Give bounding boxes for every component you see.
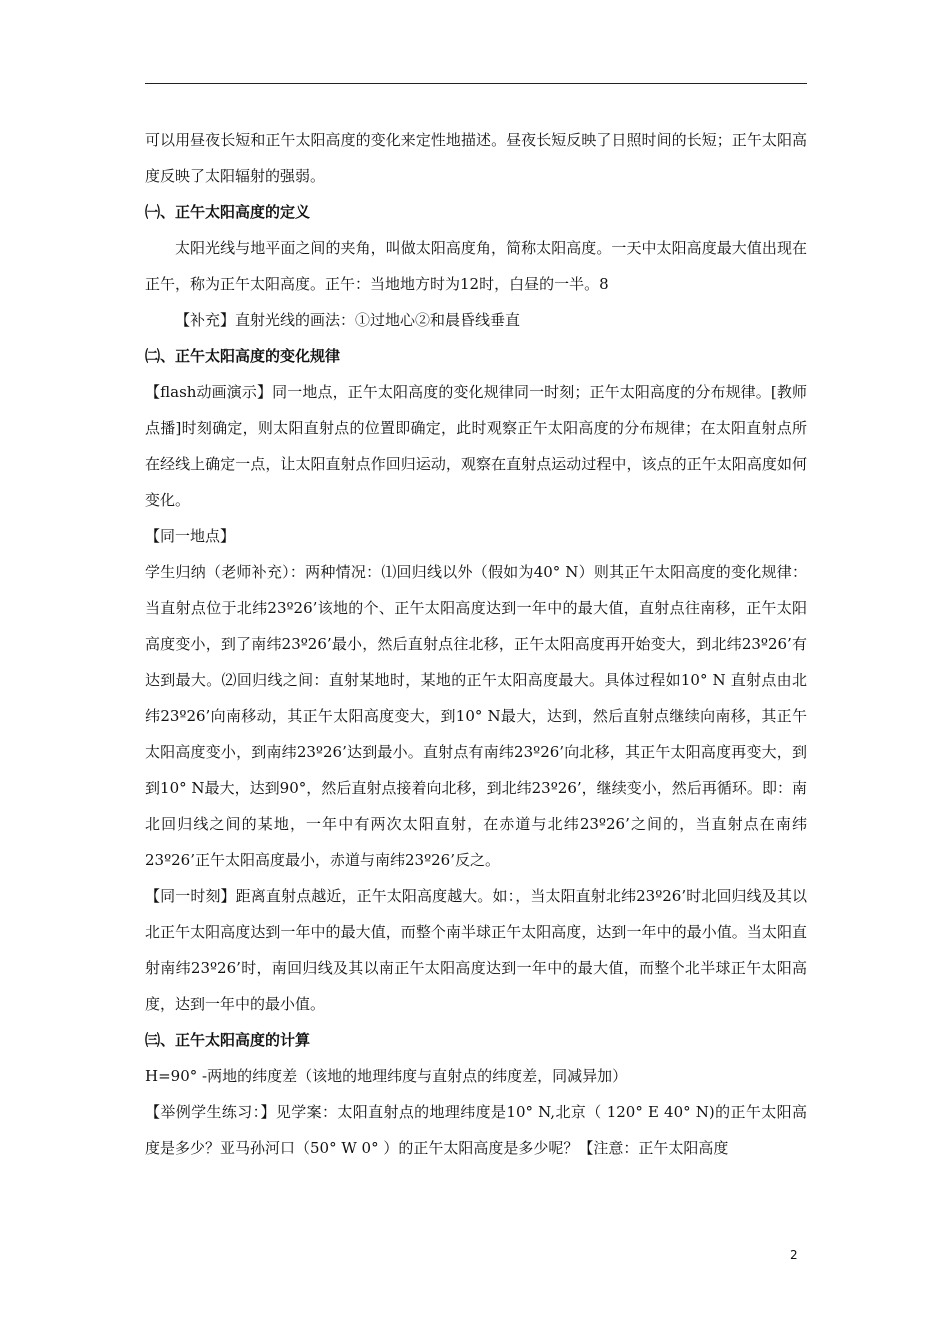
page-number: 2: [790, 1248, 798, 1262]
paragraph: 学生归纳（老师补充）：两种情况：⑴回归线以外（假如为40° N）则其正午太阳高度的变化规律：当直射点位于北纬23º26’该地的个、正午太阳高度达到一年中的最大值，直射点往南移，正午太阳高度变小，到了南纬23º26’最小，然后直射点往北移，正午太阳高度再开始变大，到北纬23º26’有达到最大。⑵回归线之间：直射某地时，某地的正午太阳高度最大。具体过程如10° N 直射点由北纬23º26’向南移动，其正午太阳高度变大，到10° N最大，达到，然后直射点继续向南移，其正午太阳高度变小，到南纬23º26’达到最小。直射点有南纬23º26’向北移，其正午太阳高度再变大，到到10° N最大，达到90°，然后直射点接着向北移，到北纬23º26’，继续变小，然后再循环。即：南北回归线之间的某地，一年中有两次太阳直射，在赤道与北纬23º26’之间的，当直射点在南纬23º26’正午太阳高度最小，赤道与南纬23º26’反之。: [145, 563, 807, 869]
supplement-note: 【补充】直射光线的画法：①过地心②和晨昏线垂直: [175, 311, 521, 329]
document-body: [145, 122, 807, 1166]
paragraph: 可以用昼夜长短和正午太阳高度的变化来定性地描述。昼夜长短反映了日照时间的长短；正午太阳高度反映了太阳辐射的强弱。: [145, 131, 807, 185]
section-heading-variation: ㈡、正午太阳高度的变化规律: [145, 347, 341, 365]
paragraph: 【举例学生练习：】见学案：太阳直射点的地理纬度是10° N,北京（ 120° E 40° N)的正午太阳高度是多少？亚马孙河口（50° W 0° ）的正午太阳高度是多少呢？【注意：正午太阳高度: [145, 1103, 807, 1157]
paragraph: 太阳光线与地平面之间的夹角，叫做太阳高度角，简称太阳高度。一天中太阳高度最大值出现在正午，称为正午太阳高度。正午：当地地方时为12时，白昼的一半。8: [145, 239, 807, 293]
paragraph: 【flash动画演示】同一地点，正午太阳高度的变化规律同一时刻；正午太阳高度的分布规律。[教师点播]时刻确定，则太阳直射点的位置即确定，此时观察正午太阳高度的分布规律；在太阳直射点所在经线上确定一点，让太阳直射点作回归运动，观察在直射点运动过程中，该点的正午太阳高度如何变化。: [145, 383, 807, 509]
formula-line: H=90° -两地的纬度差（该地的地理纬度与直射点的纬度差，同减异加）: [145, 1067, 628, 1085]
paragraph: 【同一地点】: [145, 527, 236, 545]
header-rule: [145, 83, 807, 84]
paragraph: 【同一时刻】距离直射点越近，正午太阳高度越大。如：，当太阳直射北纬23º26’时北回归线及其以北正午太阳高度达到一年中的最大值，而整个南半球正午太阳高度，达到一年中的最小值。当太阳直射南纬23º26’时，南回归线及其以南正午太阳高度达到一年中的最大值，而整个北半球正午太阳高度，达到一年中的最小值。: [145, 887, 807, 1013]
section-heading-calculation: ㈢、正午太阳高度的计算: [145, 1031, 311, 1049]
section-heading-definition: ㈠、正午太阳高度的定义: [145, 203, 311, 221]
